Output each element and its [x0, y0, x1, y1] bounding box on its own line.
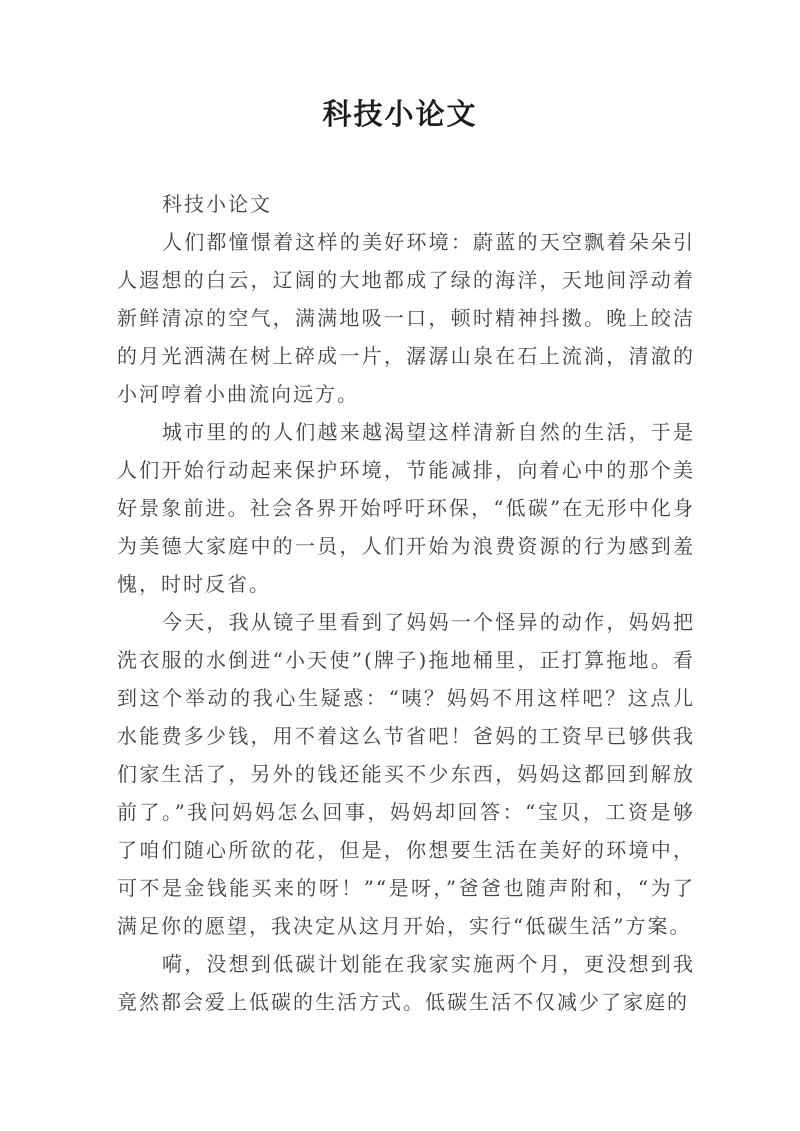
document-body [117, 185, 695, 1021]
paragraph: 人们都憧憬着这样的美好环境：蔚蓝的天空飘着朵朵引人遐想的白云，辽阔的大地都成了绿的海洋，天地间浮动着新鲜清凉的空气，满满地吸一口，顿时精神抖擞。晚上皎洁的月光洒满在树上碎成一片，潺潺山泉在石上流淌，清澈的小河哼着小曲流向远方。 [117, 230, 695, 406]
paragraph-subtitle: 科技小论文 [162, 192, 272, 216]
paragraph: 嗬，没想到低碳计划能在我家实施两个月，更没想到我竟然都会爱上低碳的生活方式。低碳生活不仅减少了家庭的 [117, 952, 695, 1014]
paragraph: 今天，我从镜子里看到了妈妈一个怪异的动作，妈妈把洗衣服的水倒进“小天使”(牌子)拖地桶里，正打算拖地。看到这个举动的我心生疑惑：“咦？妈妈不用这样吧？这点儿水能费多少钱，用不着这么节省吧！爸妈的工资早已够供我们家生活了，另外的钱还能买不少东西，妈妈这都回到解放前了。”我问妈妈怎么回事，妈妈却回答：“宝贝，工资是够了咱们随心所欲的花，但是，你想要生活在美好的环境中，可不是金钱能买来的呀！”“是呀，”爸爸也随声附和，“为了满足你的愿望，我决定从这月开始，实行“低碳生活”方案。 [117, 610, 695, 938]
document-title: 科技小论文 [322, 97, 478, 131]
paragraph: 城市里的的人们越来越渴望这样清新自然的生活，于是人们开始行动起来保护环境，节能减排，向着心中的那个美好景象前进。社会各界开始呼吁环保，“低碳”在无形中化身为美德大家庭中的一员，人们开始为浪费资源的行为感到羞愧，时时反省。 [117, 420, 695, 596]
